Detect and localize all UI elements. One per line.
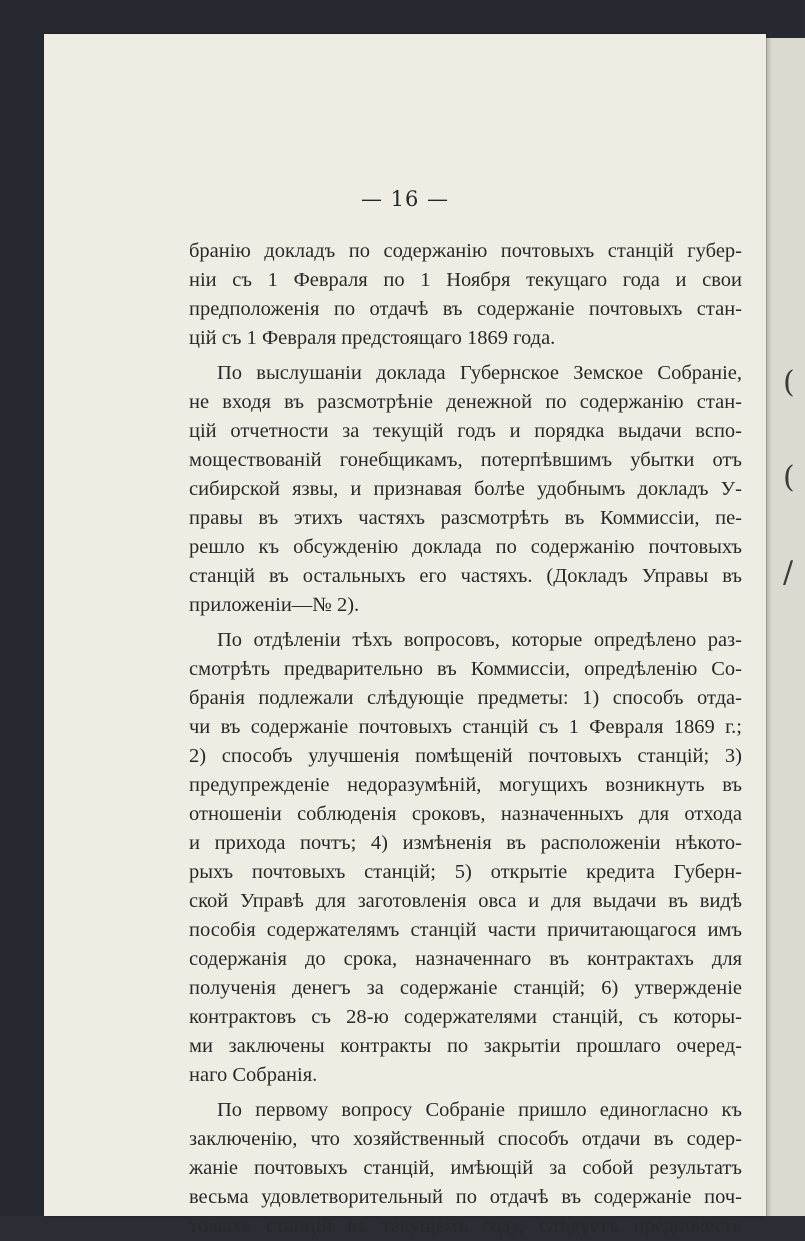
text-line: цій съ 1 Февраля предстоящаго 1869 года. xyxy=(189,327,556,349)
text-line: предупрежденіе недоразумѣній, могущихъ возникнуть въ xyxy=(189,774,742,796)
paragraph-4 xyxy=(189,1096,742,1241)
text-line: ми заключены контракты по закрытіи прошлаго очеред- xyxy=(189,1035,742,1057)
text-line: контрактовъ съ 28-ю содержателями станцій, съ которы- xyxy=(189,1006,742,1028)
paragraph-1 xyxy=(189,237,742,353)
text-line: моществованій гонебщикамъ, потерпѣвшимъ убытки отъ xyxy=(189,449,742,471)
text-line: заключенію, что хозяйственный способъ отдачи въ содер- xyxy=(189,1128,742,1150)
text-line: весьма удовлетворительный по отдачѣ въ содержаніе поч- xyxy=(189,1186,742,1208)
paragraph-2 xyxy=(189,359,742,620)
text-line: По отдѣленіи тѣхъ вопросовъ, которые опредѣлено раз- xyxy=(217,629,742,651)
text-line: ніи съ 1 Февраля по 1 Ноября текущаго года и свои xyxy=(189,269,742,291)
text-line: бранію докладъ по содержанію почтовыхъ станцій губер- xyxy=(189,240,742,262)
body-text xyxy=(189,237,742,1241)
text-line: 2) способъ улучшенія помѣщеній почтовыхъ станцій; 3) xyxy=(189,745,742,767)
text-line: не входя въ разсмотрѣніе денежной по содержанію стан- xyxy=(189,391,742,413)
text-line: предположенія по отдачѣ въ содержаніе почтовыхъ стан- xyxy=(189,298,742,320)
text-line: приложеніи—№ 2). xyxy=(189,594,360,616)
text-line: сибирской язвы, и признавая болѣе удобнымъ докладъ У- xyxy=(189,478,742,500)
text-line: решло къ обсужденію доклада по содержанію почтовыхъ xyxy=(189,536,742,558)
text-line: бранія подлежали слѣдующіе предметы: 1) способъ отда- xyxy=(189,687,742,709)
text-line: рыхъ почтовыхъ станцій; 5) открытіе кредита Губерн- xyxy=(189,861,742,883)
paragraph-3 xyxy=(189,626,742,1090)
text-line: наго Собранія. xyxy=(189,1064,318,1086)
text-line: станцій въ остальныхъ его частяхъ. (Докладъ Управы въ xyxy=(189,565,742,587)
margin-mark: ( xyxy=(783,460,795,495)
text-line: жаніе почтовыхъ станцій, имѣющій за собой результатъ xyxy=(189,1157,742,1179)
text-line: полученія денегъ за содержаніе станцій; 6) утвержденіе xyxy=(189,977,742,999)
text-line: и прихода почтъ; 4) измѣненія въ расположеніи нѣкото- xyxy=(189,832,742,854)
page-number: — 16 — xyxy=(360,187,450,211)
text-line: смотрѣть предварительно въ Коммиссіи, опредѣленію Со- xyxy=(189,658,742,680)
text-line: правы въ этихъ частяхъ разсмотрѣть въ Коммиссіи, пе- xyxy=(189,507,742,529)
text-line: пособія содержателямъ станцій части причитающагося имъ xyxy=(189,919,742,941)
margin-mark: / xyxy=(783,555,794,590)
text-line: содержанія до срока, назначеннаго въ контрактахъ для xyxy=(189,948,742,970)
book-page xyxy=(44,34,766,1237)
text-line: цій отчетности за текущій годъ и порядка выдачи вспо- xyxy=(189,420,742,442)
text-line: ской Управѣ для заготовленія овса и для выдачи въ видѣ xyxy=(189,890,742,912)
margin-mark: ( xyxy=(783,365,795,400)
text-line: По выслушаніи доклада Губернское Земское Собраніе, xyxy=(217,362,742,384)
text-line: товыхъ станцій въ текущемъ году, слѣдуетъ предпочесть xyxy=(189,1215,742,1237)
page-gutter-shadow xyxy=(766,38,772,1216)
text-line: чи въ содержаніе почтовыхъ станцій съ 1 Февраля 1869 г.; xyxy=(189,716,742,738)
text-line: По первому вопросу Собраніе пришло единогласно къ xyxy=(217,1099,742,1121)
text-line: отношеніи соблюденія сроковъ, назначенныхъ для отхода xyxy=(189,803,742,825)
